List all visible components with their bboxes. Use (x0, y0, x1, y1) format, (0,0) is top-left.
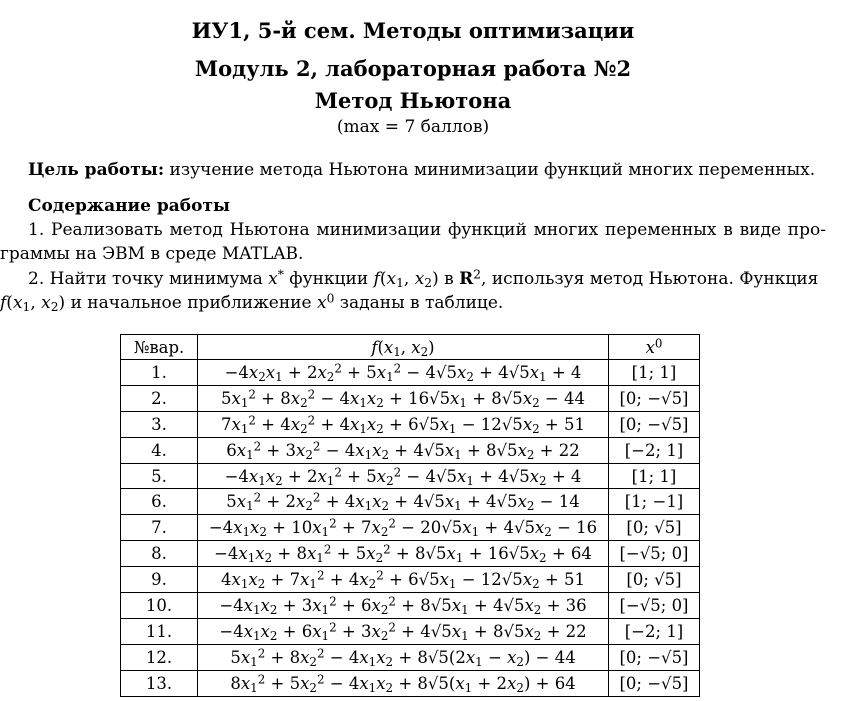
start-point-cell: [0; √5] (609, 567, 700, 593)
function-cell: $5x_1^2 + 8x_2^2 - 4x_1x_2 + 16√5x_1 + 8√5x_2 - 44$ (198, 385, 609, 411)
start-point-cell: [0; √5] (609, 515, 700, 541)
function-cell: $4x_1x_2 + 7x_1^2 + 4x_2^2 + 6√5x_1 - 12√5x_2 + 51$ (198, 567, 609, 593)
variant-number: 1. (121, 360, 198, 386)
item2-line2: $f(x_1$, $x_2$) и начальное приближение $x^0$ заданы в таблице. (0, 291, 504, 315)
start-point-cell: [−√5; 0] (609, 593, 700, 619)
item1-line1: 1. Реализовать метод Ньютона минимизации функций многих переменных в виде про- (28, 220, 826, 240)
variant-number: 13. (121, 670, 198, 696)
variant-number: 8. (121, 541, 198, 567)
variants-table (120, 334, 700, 697)
table-row (121, 567, 700, 593)
function-cell: $-4x_1x_2 + 3x_1^2 + 6x_2^2 + 8√5x_1 + 4√5x_2 + 36$ (198, 593, 609, 619)
goal-label: Цель работы: (28, 160, 165, 180)
function-cell: $-4x_2x_1 + 2x_2^2 + 5x_1^2 - 4√5x_2 + 4√5x_1 + 4$ (198, 360, 609, 386)
variant-number: 11. (121, 618, 198, 644)
header-variant: №вар. (121, 335, 198, 360)
max-score: (max = 7 баллов) (336, 117, 490, 137)
table-row (121, 670, 700, 696)
table-header-row (121, 335, 700, 360)
table-row (121, 618, 700, 644)
table-row (121, 463, 700, 489)
function-cell: $6x_1^2 + 3x_2^2 - 4x_1x_2 + 4√5x_1 + 8√5x_2 + 22$ (198, 437, 609, 463)
start-point-cell: [1; −1] (609, 489, 700, 515)
start-point-cell: [0; −√5] (609, 411, 700, 437)
start-point-cell: [0; −√5] (609, 385, 700, 411)
header-function: $f(x_1$, $x_2$) (198, 335, 609, 360)
variant-number: 4. (121, 437, 198, 463)
function-cell: $-4x_1x_2 + 10x_1^2 + 7x_2^2 - 20√5x_1 + 4√5x_2 - 16$ (198, 515, 609, 541)
goal-paragraph (28, 158, 828, 182)
variant-number: 5. (121, 463, 198, 489)
variant-number: 3. (121, 411, 198, 437)
table-row (121, 593, 700, 619)
table-row (121, 360, 700, 386)
variant-number: 6. (121, 489, 198, 515)
function-cell: $-4x_1x_2 + 2x_1^2 + 5x_2^2 - 4√5x_1 + 4√5x_2 + 4$ (198, 463, 609, 489)
table-row (121, 541, 700, 567)
function-cell: $7x_1^2 + 4x_2^2 + 4x_1x_2 + 6√5x_1 - 12√5x_2 + 51$ (198, 411, 609, 437)
content-heading: Содержание работы (28, 196, 231, 216)
table-row (121, 515, 700, 541)
table-row (121, 437, 700, 463)
item1-line2: граммы на ЭВМ в среде MATLAB. (0, 244, 304, 264)
start-point-cell: [−2; 1] (609, 618, 700, 644)
variant-number: 12. (121, 644, 198, 670)
variant-number: 7. (121, 515, 198, 541)
function-cell: $8x_1^2 + 5x_2^2 - 4x_1x_2 + 8√5(x_1 + 2x_2) + 64$ (198, 670, 609, 696)
goal-text: изучение метода Ньютона минимизации функций многих переменных. (169, 160, 816, 180)
item2-line1: 2. Найти точку минимума x* функции $f(x_1$, $x_2$) в $R^2$, используя метод Ньютона. Функция (28, 267, 819, 291)
table-row (121, 489, 700, 515)
variant-number: 2. (121, 385, 198, 411)
start-point-cell: [−2; 1] (609, 437, 700, 463)
function-cell: $-4x_1x_2 + 8x_1^2 + 5x_2^2 + 8√5x_1 + 16√5x_2 + 64$ (198, 541, 609, 567)
start-point-cell: [0; −√5] (609, 644, 700, 670)
table-row (121, 411, 700, 437)
table-row (121, 644, 700, 670)
variant-number: 10. (121, 593, 198, 619)
start-point-cell: [1; 1] (609, 360, 700, 386)
module-title: Модуль 2, лабораторная работа №2 (194, 56, 632, 81)
function-cell: $5x_1^2 + 2x_2^2 + 4x_1x_2 + 4√5x_1 + 4√5x_2 - 14$ (198, 489, 609, 515)
course-title: ИУ1, 5-й сем. Методы оптимизации (191, 18, 635, 43)
function-cell: $-4x_1x_2 + 6x_1^2 + 3x_2^2 + 4√5x_1 + 8√5x_2 + 22$ (198, 618, 609, 644)
lab-title: Метод Ньютона (314, 88, 512, 113)
table-row (121, 385, 700, 411)
function-cell: $5x_1^2 + 8x_2^2 - 4x_1x_2 + 8√5(2x_1 - x_2) - 44$ (198, 644, 609, 670)
start-point-cell: [−√5; 0] (609, 541, 700, 567)
variant-number: 9. (121, 567, 198, 593)
start-point-cell: [0; −√5] (609, 670, 700, 696)
start-point-cell: [1; 1] (609, 463, 700, 489)
header-start-point: $x^0$ (609, 335, 700, 360)
